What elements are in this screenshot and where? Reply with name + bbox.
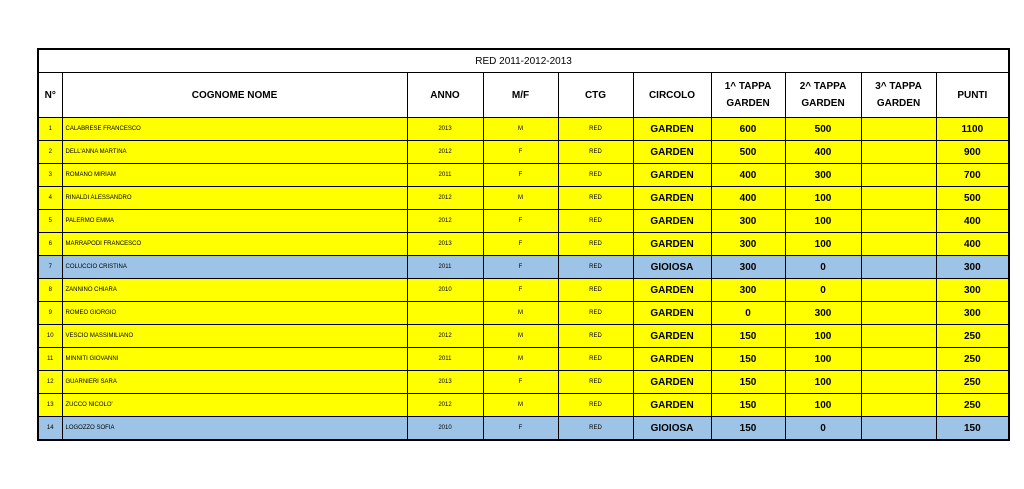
cell-tappa-3 bbox=[861, 210, 936, 233]
header-tappa-1-line2: GARDEN bbox=[726, 98, 770, 109]
table-row bbox=[38, 279, 1009, 302]
cell-tappa-2: 100 bbox=[785, 210, 861, 233]
cell-tappa-1: 300 bbox=[711, 233, 785, 256]
cell-tappa-3 bbox=[861, 394, 936, 417]
cell-tappa-3 bbox=[861, 164, 936, 187]
cell-tappa-1: 150 bbox=[711, 417, 785, 441]
cell-punti: 400 bbox=[936, 233, 1009, 256]
cell-mf: F bbox=[483, 371, 558, 394]
cell-tappa-3 bbox=[861, 141, 936, 164]
table-row bbox=[38, 394, 1009, 417]
cell-name: RINALDI ALESSANDRO bbox=[62, 187, 407, 210]
cell-num: 9 bbox=[38, 302, 62, 325]
table-row bbox=[38, 302, 1009, 325]
table-row bbox=[38, 325, 1009, 348]
cell-circolo: GARDEN bbox=[633, 141, 711, 164]
table-row bbox=[38, 417, 1009, 441]
header-num: N° bbox=[38, 73, 62, 118]
cell-anno: 2013 bbox=[407, 233, 483, 256]
ranking-table bbox=[37, 48, 1010, 441]
cell-mf: F bbox=[483, 164, 558, 187]
title-row bbox=[38, 49, 1009, 73]
cell-mf: F bbox=[483, 141, 558, 164]
cell-punti: 250 bbox=[936, 394, 1009, 417]
header-tappa-2 bbox=[785, 73, 861, 118]
cell-ctg: RED bbox=[558, 394, 633, 417]
cell-ctg: RED bbox=[558, 118, 633, 141]
cell-name: ZANNINO CHIARA bbox=[62, 279, 407, 302]
cell-tappa-1: 300 bbox=[711, 256, 785, 279]
cell-ctg: RED bbox=[558, 187, 633, 210]
cell-tappa-2: 100 bbox=[785, 325, 861, 348]
cell-punti: 300 bbox=[936, 302, 1009, 325]
cell-name: MARRAPODI FRANCESCO bbox=[62, 233, 407, 256]
cell-anno: 2010 bbox=[407, 417, 483, 441]
cell-ctg: RED bbox=[558, 233, 633, 256]
cell-ctg: RED bbox=[558, 141, 633, 164]
cell-mf: F bbox=[483, 210, 558, 233]
cell-tappa-3 bbox=[861, 233, 936, 256]
table-row bbox=[38, 371, 1009, 394]
cell-num: 5 bbox=[38, 210, 62, 233]
cell-num: 7 bbox=[38, 256, 62, 279]
cell-num: 13 bbox=[38, 394, 62, 417]
cell-tappa-1: 150 bbox=[711, 348, 785, 371]
header-name: COGNOME NOME bbox=[62, 73, 407, 118]
cell-tappa-3 bbox=[861, 417, 936, 441]
header-tappa-3 bbox=[861, 73, 936, 118]
cell-circolo: GARDEN bbox=[633, 233, 711, 256]
cell-ctg: RED bbox=[558, 302, 633, 325]
table-row bbox=[38, 233, 1009, 256]
ranking-sheet bbox=[37, 48, 988, 441]
table-row bbox=[38, 118, 1009, 141]
cell-tappa-3 bbox=[861, 279, 936, 302]
cell-punti: 400 bbox=[936, 210, 1009, 233]
header-tappa-1-line1: 1^ TAPPA bbox=[724, 81, 772, 92]
cell-anno: 2010 bbox=[407, 279, 483, 302]
cell-circolo: GARDEN bbox=[633, 187, 711, 210]
cell-tappa-1: 300 bbox=[711, 210, 785, 233]
cell-tappa-2: 300 bbox=[785, 302, 861, 325]
header-tappa-2-line1: 2^ TAPPA bbox=[799, 81, 847, 92]
cell-name: MINNITI GIOVANNI bbox=[62, 348, 407, 371]
cell-circolo: GARDEN bbox=[633, 394, 711, 417]
cell-anno: 2012 bbox=[407, 141, 483, 164]
cell-name: DELL'ANNA MARTINA bbox=[62, 141, 407, 164]
header-anno: ANNO bbox=[407, 73, 483, 118]
header-row bbox=[38, 73, 1009, 118]
cell-ctg: RED bbox=[558, 164, 633, 187]
cell-name: PALERMO EMMA bbox=[62, 210, 407, 233]
cell-ctg: RED bbox=[558, 348, 633, 371]
cell-circolo: GARDEN bbox=[633, 325, 711, 348]
cell-num: 12 bbox=[38, 371, 62, 394]
cell-mf: M bbox=[483, 394, 558, 417]
cell-ctg: RED bbox=[558, 325, 633, 348]
table-row bbox=[38, 141, 1009, 164]
cell-num: 8 bbox=[38, 279, 62, 302]
cell-tappa-1: 150 bbox=[711, 394, 785, 417]
cell-punti: 150 bbox=[936, 417, 1009, 441]
cell-num: 14 bbox=[38, 417, 62, 441]
header-punti: PUNTI bbox=[936, 73, 1009, 118]
cell-tappa-2: 100 bbox=[785, 233, 861, 256]
cell-anno: 2012 bbox=[407, 187, 483, 210]
cell-tappa-3 bbox=[861, 256, 936, 279]
table-row bbox=[38, 256, 1009, 279]
cell-anno: 2012 bbox=[407, 394, 483, 417]
cell-circolo: GIOIOSA bbox=[633, 417, 711, 441]
cell-tappa-2: 100 bbox=[785, 187, 861, 210]
cell-circolo: GARDEN bbox=[633, 371, 711, 394]
cell-circolo: GARDEN bbox=[633, 348, 711, 371]
cell-mf: F bbox=[483, 256, 558, 279]
cell-tappa-2: 100 bbox=[785, 371, 861, 394]
cell-tappa-1: 500 bbox=[711, 141, 785, 164]
cell-mf: M bbox=[483, 187, 558, 210]
cell-mf: M bbox=[483, 325, 558, 348]
table-row bbox=[38, 210, 1009, 233]
cell-mf: F bbox=[483, 417, 558, 441]
cell-circolo: GARDEN bbox=[633, 118, 711, 141]
header-tappa-1 bbox=[711, 73, 785, 118]
cell-anno: 2013 bbox=[407, 371, 483, 394]
cell-tappa-2: 400 bbox=[785, 141, 861, 164]
cell-mf: M bbox=[483, 118, 558, 141]
cell-tappa-1: 600 bbox=[711, 118, 785, 141]
cell-tappa-2: 0 bbox=[785, 417, 861, 441]
cell-tappa-3 bbox=[861, 187, 936, 210]
cell-anno: 2013 bbox=[407, 118, 483, 141]
header-ctg: CTG bbox=[558, 73, 633, 118]
cell-tappa-3 bbox=[861, 371, 936, 394]
cell-name: ZUCCO NICOLO' bbox=[62, 394, 407, 417]
cell-tappa-2: 300 bbox=[785, 164, 861, 187]
cell-ctg: RED bbox=[558, 256, 633, 279]
cell-anno: 2012 bbox=[407, 325, 483, 348]
cell-tappa-3 bbox=[861, 348, 936, 371]
cell-mf: F bbox=[483, 233, 558, 256]
cell-ctg: RED bbox=[558, 371, 633, 394]
cell-tappa-3 bbox=[861, 325, 936, 348]
cell-punti: 250 bbox=[936, 325, 1009, 348]
cell-punti: 500 bbox=[936, 187, 1009, 210]
header-tappa-2-line2: GARDEN bbox=[801, 98, 845, 109]
cell-tappa-2: 0 bbox=[785, 279, 861, 302]
cell-punti: 1100 bbox=[936, 118, 1009, 141]
cell-num: 10 bbox=[38, 325, 62, 348]
header-mf: M/F bbox=[483, 73, 558, 118]
cell-tappa-2: 100 bbox=[785, 348, 861, 371]
cell-punti: 250 bbox=[936, 371, 1009, 394]
table-row bbox=[38, 348, 1009, 371]
cell-circolo: GARDEN bbox=[633, 279, 711, 302]
cell-name: CALABRESE FRANCESCO bbox=[62, 118, 407, 141]
cell-tappa-1: 300 bbox=[711, 279, 785, 302]
header-tappa-3-line1: 3^ TAPPA bbox=[875, 81, 922, 92]
cell-tappa-3 bbox=[861, 118, 936, 141]
header-tappa-3-line2: GARDEN bbox=[876, 98, 921, 109]
cell-anno: 2011 bbox=[407, 256, 483, 279]
cell-name: ROMANO MIRIAM bbox=[62, 164, 407, 187]
cell-name: COLUCCIO CRISTINA bbox=[62, 256, 407, 279]
cell-mf: F bbox=[483, 279, 558, 302]
table-row bbox=[38, 187, 1009, 210]
cell-punti: 300 bbox=[936, 256, 1009, 279]
cell-tappa-2: 500 bbox=[785, 118, 861, 141]
cell-name: VESCIO MASSIMILIANO bbox=[62, 325, 407, 348]
cell-tappa-1: 150 bbox=[711, 371, 785, 394]
cell-tappa-1: 400 bbox=[711, 187, 785, 210]
cell-circolo: GIOIOSA bbox=[633, 256, 711, 279]
cell-name: LOGOZZO SOFIA bbox=[62, 417, 407, 441]
cell-tappa-3 bbox=[861, 302, 936, 325]
cell-tappa-1: 150 bbox=[711, 325, 785, 348]
cell-punti: 900 bbox=[936, 141, 1009, 164]
cell-ctg: RED bbox=[558, 417, 633, 441]
cell-num: 11 bbox=[38, 348, 62, 371]
cell-ctg: RED bbox=[558, 279, 633, 302]
cell-circolo: GARDEN bbox=[633, 164, 711, 187]
cell-mf: M bbox=[483, 348, 558, 371]
cell-tappa-2: 100 bbox=[785, 394, 861, 417]
cell-tappa-2: 0 bbox=[785, 256, 861, 279]
cell-anno: 2012 bbox=[407, 210, 483, 233]
cell-name: ROMEO GIORGIO bbox=[62, 302, 407, 325]
cell-punti: 250 bbox=[936, 348, 1009, 371]
cell-num: 2 bbox=[38, 141, 62, 164]
cell-tappa-1: 0 bbox=[711, 302, 785, 325]
cell-num: 1 bbox=[38, 118, 62, 141]
cell-mf: M bbox=[483, 302, 558, 325]
cell-circolo: GARDEN bbox=[633, 210, 711, 233]
cell-num: 6 bbox=[38, 233, 62, 256]
cell-num: 4 bbox=[38, 187, 62, 210]
cell-anno: 2011 bbox=[407, 164, 483, 187]
cell-ctg: RED bbox=[558, 210, 633, 233]
cell-tappa-1: 400 bbox=[711, 164, 785, 187]
table-row bbox=[38, 164, 1009, 187]
cell-num: 3 bbox=[38, 164, 62, 187]
table-title: RED 2011-2012-2013 bbox=[38, 49, 1009, 73]
cell-anno: 2011 bbox=[407, 348, 483, 371]
cell-punti: 700 bbox=[936, 164, 1009, 187]
cell-circolo: GARDEN bbox=[633, 302, 711, 325]
cell-punti: 300 bbox=[936, 279, 1009, 302]
header-circolo: CIRCOLO bbox=[633, 73, 711, 118]
cell-anno bbox=[407, 302, 483, 325]
cell-name: GUARNIERI SARA bbox=[62, 371, 407, 394]
